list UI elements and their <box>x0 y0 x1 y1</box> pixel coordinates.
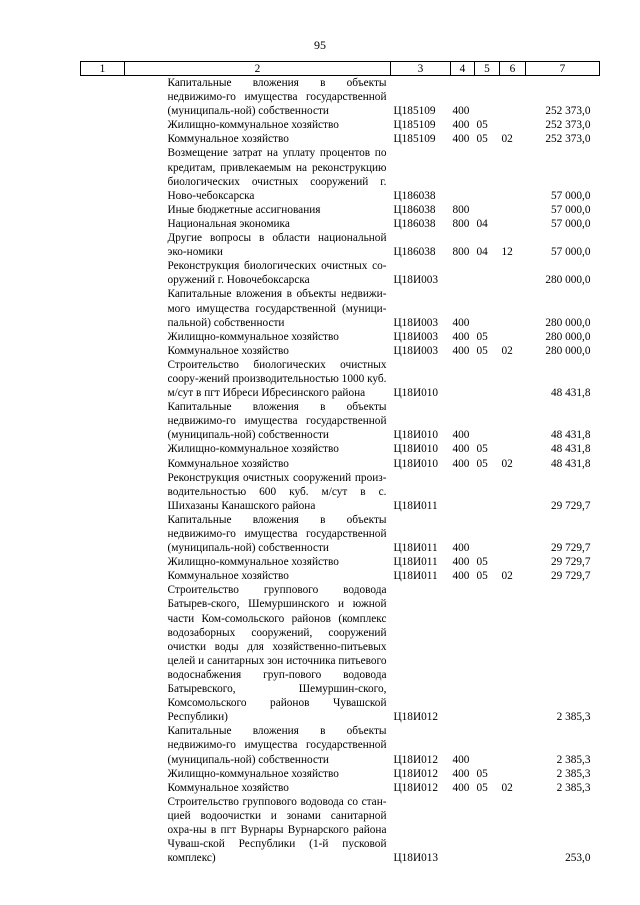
row-code: Ц18И012 <box>393 753 439 766</box>
row-expense-type <box>500 146 526 202</box>
row-expense-type <box>500 795 526 865</box>
table-header-row <box>81 62 600 76</box>
row-subsection <box>475 513 500 555</box>
row-spacer <box>81 287 125 329</box>
row-code: Ц18И011 <box>393 556 438 569</box>
row-name: Капитальные вложения в объекты недвижимо-го имущества государственной (муниципаль-ной) собственности <box>167 725 387 766</box>
header-col-3: 3 <box>391 62 451 76</box>
row-spacer <box>81 457 125 471</box>
row-code: Ц186038 <box>393 203 436 216</box>
row-expense-type <box>500 330 526 344</box>
row-expense-type <box>500 118 526 132</box>
row-name: Национальная экономика <box>167 217 290 230</box>
row-amount: 2 385,3 <box>556 781 591 794</box>
row-expense-type <box>500 287 526 329</box>
row-expense-type: 02 <box>501 570 513 583</box>
row-name: Коммунальное хозяйство <box>167 457 289 470</box>
row-spacer <box>81 118 125 132</box>
row-spacer <box>81 400 125 442</box>
row-expense-type <box>500 583 526 724</box>
row-expense-type <box>500 259 526 287</box>
row-name: Жилищно-коммунальное хозяйство <box>167 119 339 132</box>
row-code: Ц185109 <box>393 105 436 118</box>
row-name: Жилищно-коммунальное хозяйство <box>167 443 339 456</box>
row-code: Ц185109 <box>393 119 436 132</box>
row-subsection <box>475 146 500 202</box>
table-row <box>81 471 600 513</box>
table-row <box>81 231 600 259</box>
row-spacer <box>81 217 125 231</box>
row-section: 800 <box>452 203 470 216</box>
row-subsection <box>475 583 500 724</box>
row-code: Ц18И011 <box>393 570 438 583</box>
row-section <box>451 471 475 513</box>
table-row <box>81 724 600 766</box>
row-name: Капитальные вложения в объекты недвижи-мого имущества государственной (муници-пальной) собственности <box>167 288 387 329</box>
table-row <box>81 513 600 555</box>
row-code: Ц186038 <box>393 246 436 259</box>
row-name: Жилищно-коммунальное хозяйство <box>167 556 339 569</box>
row-name: Реконструкция очистных сооружений произ-водительностью 600 куб. м/сут в с. Шихазаны Канашского района <box>167 471 387 512</box>
row-expense-type <box>500 442 526 456</box>
row-code: Ц18И011 <box>393 499 438 512</box>
table-row <box>81 344 600 358</box>
row-expense-type <box>500 471 526 513</box>
row-name: Возмещение затрат на уплату процентов по кредитам, привлекаемым на реконструкцию биологических очистных сооружений г. Ново-чебоксарска <box>167 147 387 202</box>
row-subsection: 05 <box>476 344 488 357</box>
row-amount: 2 385,3 <box>556 711 591 724</box>
row-subsection <box>475 358 500 400</box>
row-amount: 252 373,0 <box>545 119 591 132</box>
row-subsection: 04 <box>476 217 488 230</box>
table-row <box>81 358 600 400</box>
row-amount: 29 729,7 <box>550 556 591 569</box>
row-subsection <box>475 400 500 442</box>
table-row <box>81 259 600 287</box>
row-code: Ц18И011 <box>393 542 438 555</box>
row-spacer <box>81 555 125 569</box>
row-subsection <box>475 795 500 865</box>
row-amount: 252 373,0 <box>545 105 591 118</box>
row-expense-type: 02 <box>501 133 513 146</box>
row-subsection: 05 <box>476 556 488 569</box>
row-code: Ц18И010 <box>393 457 439 470</box>
row-name: Капитальные вложения в объекты недвижимо-го имущества государственной (муниципаль-ной) собственности <box>167 513 387 555</box>
row-name: Другие вопросы в области национальной эко-номики <box>167 232 387 259</box>
row-section: 400 <box>452 753 470 766</box>
row-subsection: 05 <box>476 781 488 794</box>
row-subsection <box>475 471 500 513</box>
row-expense-type <box>500 767 526 781</box>
row-section: 400 <box>452 330 470 343</box>
row-expense-type <box>500 358 526 400</box>
row-name: Строительство группового водовода Батырев-ского, Шемуршинского и южной части Ком-сомольского районов (комплекс водозаборных сооружений, сооружений очистки воды для хозяйственно-питьевых целей и санитарных зон источника питьевого водоснабжения груп-пового водовода Батыревского, Шемуршин-ского, Комсомольского районов Чувашской Республики) <box>167 584 387 724</box>
table-row <box>81 457 600 471</box>
row-section: 400 <box>452 443 470 456</box>
row-spacer <box>81 471 125 513</box>
row-spacer <box>81 795 125 865</box>
row-name: Жилищно-коммунальное хозяйство <box>167 767 339 780</box>
row-section <box>451 795 475 865</box>
row-code: Ц18И003 <box>393 330 439 343</box>
table-row <box>81 118 600 132</box>
row-spacer <box>81 344 125 358</box>
row-section: 400 <box>452 133 470 146</box>
row-amount: 57 000,0 <box>550 203 591 216</box>
row-subsection <box>475 259 500 287</box>
row-section: 400 <box>452 542 470 555</box>
row-section: 400 <box>452 570 470 583</box>
row-amount: 48 431,8 <box>550 429 591 442</box>
row-amount: 48 431,8 <box>550 443 591 456</box>
row-spacer <box>81 76 125 119</box>
table-row <box>81 217 600 231</box>
row-section: 400 <box>452 119 470 132</box>
row-expense-type: 02 <box>501 457 513 470</box>
row-name: Жилищно-коммунальное хозяйство <box>167 330 339 343</box>
row-section: 400 <box>452 781 470 794</box>
row-section <box>451 583 475 724</box>
row-amount: 2 385,3 <box>556 753 591 766</box>
table-row <box>81 132 600 146</box>
row-amount: 280 000,0 <box>545 274 591 287</box>
row-code: Ц18И012 <box>393 781 439 794</box>
row-amount: 2 385,3 <box>556 767 591 780</box>
row-amount: 57 000,0 <box>550 217 591 230</box>
row-code: Ц18И012 <box>393 767 439 780</box>
row-spacer <box>81 330 125 344</box>
header-col-7: 7 <box>526 62 600 76</box>
row-amount: 48 431,8 <box>550 387 591 400</box>
row-spacer <box>81 132 125 146</box>
row-subsection <box>475 287 500 329</box>
row-subsection: 05 <box>476 443 488 456</box>
row-section <box>451 259 475 287</box>
row-code: Ц186038 <box>393 189 436 202</box>
row-subsection <box>475 76 500 119</box>
row-section: 400 <box>452 344 470 357</box>
row-name: Строительство группового водовода со стан-цией водоочистки и зонами санитарной охра-ны в пгт Вурнары Вурнарского района Чуваш-ской Республики (1-й пусковой комплекс) <box>167 795 387 865</box>
row-spacer <box>81 203 125 217</box>
table-row <box>81 767 600 781</box>
row-spacer <box>81 146 125 202</box>
table-row <box>81 76 600 119</box>
page-number: 95 <box>314 38 326 52</box>
row-subsection: 04 <box>476 246 488 259</box>
table-row <box>81 203 600 217</box>
row-name: Строительство биологических очистных соору-жений производительностью 1000 куб. м/сут в пгт Ибреси Ибресинского района <box>167 358 387 400</box>
table-row <box>81 555 600 569</box>
row-section: 400 <box>452 556 470 569</box>
row-code: Ц18И010 <box>393 443 439 456</box>
header-col-5: 5 <box>475 62 500 76</box>
table-row <box>81 569 600 583</box>
row-expense-type <box>500 555 526 569</box>
row-amount: 57 000,0 <box>550 246 591 259</box>
table-row <box>81 781 600 795</box>
row-amount: 57 000,0 <box>550 189 591 202</box>
row-code: Ц185109 <box>393 133 436 146</box>
row-amount: 29 729,7 <box>550 570 591 583</box>
row-subsection <box>475 724 500 766</box>
row-expense-type: 02 <box>501 781 513 794</box>
row-subsection: 05 <box>476 330 488 343</box>
table-row <box>81 330 600 344</box>
row-name: Иные бюджетные ассигнования <box>167 203 321 216</box>
table-row <box>81 795 600 865</box>
row-expense-type <box>500 76 526 119</box>
budget-table <box>80 61 600 865</box>
row-amount: 253,0 <box>565 852 591 865</box>
table-row <box>81 583 600 724</box>
row-name: Коммунальное хозяйство <box>167 344 289 357</box>
header-col-1: 1 <box>81 62 125 76</box>
row-spacer <box>81 358 125 400</box>
row-expense-type <box>500 513 526 555</box>
row-expense-type: 12 <box>501 246 513 259</box>
header-col-2: 2 <box>125 62 391 76</box>
row-code: Ц18И012 <box>393 711 439 724</box>
row-expense-type <box>500 217 526 231</box>
row-subsection: 05 <box>476 767 488 780</box>
table-row <box>81 146 600 202</box>
row-name: Коммунальное хозяйство <box>167 781 289 794</box>
row-section: 400 <box>452 316 470 329</box>
row-section: 400 <box>452 105 470 118</box>
row-code: Ц18И010 <box>393 429 439 442</box>
row-code: Ц18И003 <box>393 274 439 287</box>
row-amount: 280 000,0 <box>545 316 591 329</box>
row-spacer <box>81 259 125 287</box>
row-name: Коммунальное хозяйство <box>167 133 289 146</box>
row-expense-type: 02 <box>501 344 513 357</box>
row-spacer <box>81 724 125 766</box>
row-name: Реконструкция биологических очистных со-оружений г. Новочебоксарска <box>167 260 387 287</box>
header-col-4: 4 <box>451 62 475 76</box>
row-code: Ц18И003 <box>393 344 439 357</box>
row-code: Ц186038 <box>393 217 436 230</box>
row-spacer <box>81 231 125 259</box>
row-subsection: 05 <box>476 133 488 146</box>
table-row <box>81 400 600 442</box>
row-amount: 280 000,0 <box>545 330 591 343</box>
row-amount: 29 729,7 <box>550 499 591 512</box>
row-amount: 29 729,7 <box>550 542 591 555</box>
header-col-6: 6 <box>500 62 526 76</box>
row-section <box>451 146 475 202</box>
row-subsection: 05 <box>476 457 488 470</box>
table-row <box>81 442 600 456</box>
row-section: 400 <box>452 429 470 442</box>
row-name: Коммунальное хозяйство <box>167 570 289 583</box>
row-name: Капитальные вложения в объекты недвижимо-го имущества государственной (муниципаль-ной) собственности <box>167 77 387 118</box>
row-subsection: 05 <box>476 570 488 583</box>
row-code: Ц18И010 <box>393 387 439 400</box>
table-row <box>81 287 600 329</box>
row-amount: 48 431,8 <box>550 457 591 470</box>
row-expense-type <box>500 203 526 217</box>
row-spacer <box>81 767 125 781</box>
row-expense-type <box>500 400 526 442</box>
row-amount: 280 000,0 <box>545 344 591 357</box>
row-name: Капитальные вложения в объекты недвижимо-го имущества государственной (муниципаль-ной) собственности <box>167 401 387 442</box>
row-code: Ц18И013 <box>393 852 439 865</box>
row-section: 800 <box>452 246 470 259</box>
row-subsection: 05 <box>476 119 488 132</box>
row-code: Ц18И003 <box>393 316 439 329</box>
row-spacer <box>81 513 125 555</box>
row-section: 400 <box>452 457 470 470</box>
row-subsection <box>475 203 500 217</box>
row-expense-type <box>500 724 526 766</box>
row-amount: 252 373,0 <box>545 133 591 146</box>
row-spacer <box>81 781 125 795</box>
row-spacer <box>81 569 125 583</box>
row-spacer <box>81 442 125 456</box>
row-section: 800 <box>452 217 470 230</box>
row-section: 400 <box>452 767 470 780</box>
row-spacer <box>81 583 125 724</box>
row-section <box>451 358 475 400</box>
